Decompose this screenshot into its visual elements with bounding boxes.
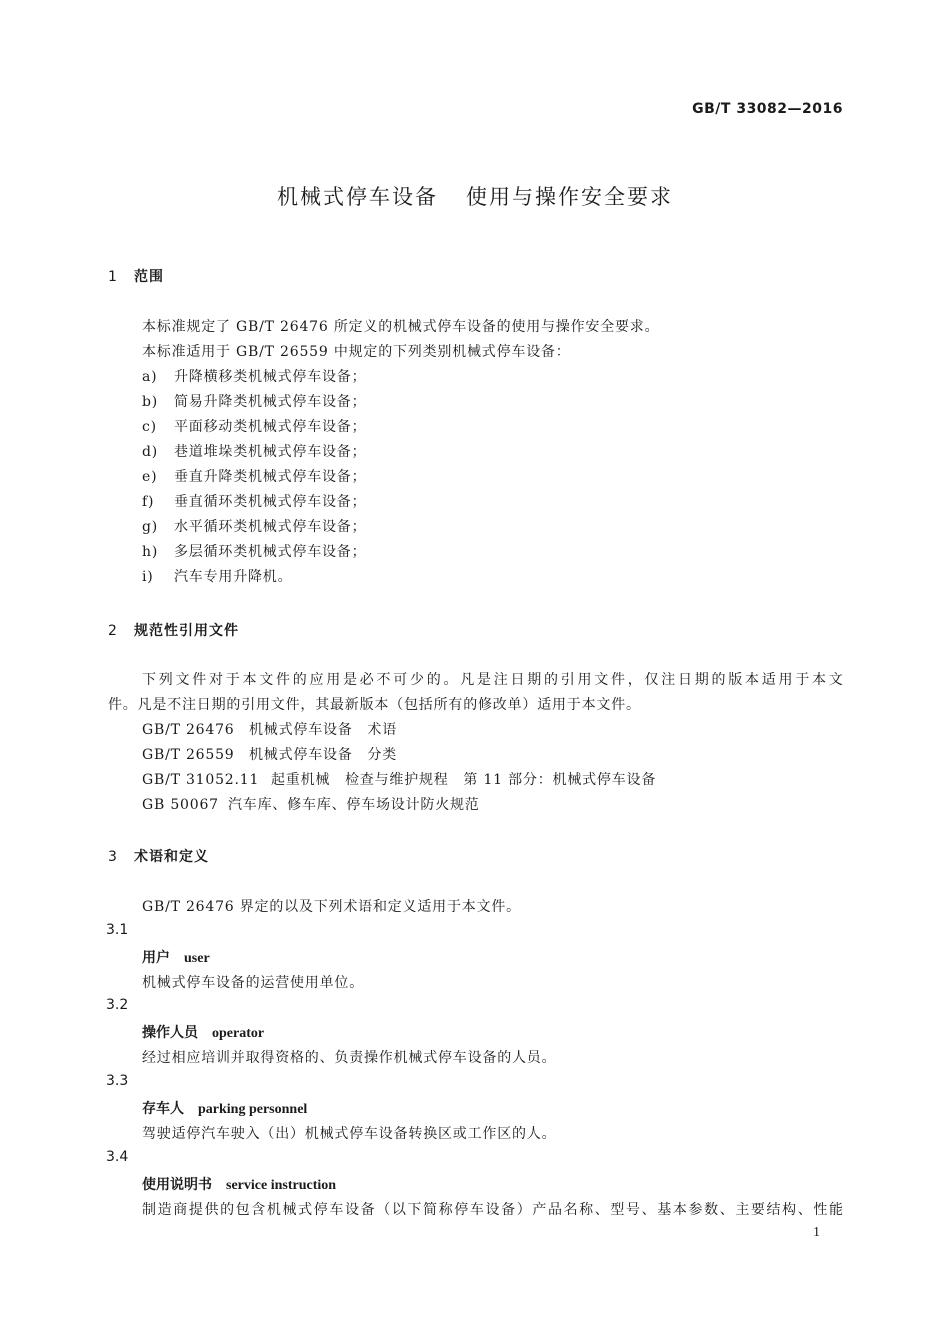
title-main: 机械式停车设备: [277, 185, 438, 209]
reference-code: GB/T 31052.11: [142, 772, 260, 788]
list-item: [142, 491, 366, 511]
term-name: [142, 947, 210, 967]
section-number: 1: [108, 269, 118, 285]
term-zh: 使用说明书: [142, 1177, 212, 1193]
section-2-para-line-1: 下列文件对于本文件的应用是必不可少的。凡是注日期的引用文件，仅注日期的版本适用于本文: [142, 672, 843, 688]
document-title: [0, 181, 950, 211]
reference-item: [142, 719, 397, 739]
list-label: g): [142, 519, 159, 535]
term-zh: 存车人: [142, 1101, 184, 1117]
section-title: 范围: [134, 269, 164, 285]
list-item: [142, 466, 366, 486]
list-text: 简易升降类机械式停车设备；: [174, 394, 367, 410]
list-label: c): [142, 419, 157, 435]
list-item: [142, 391, 366, 411]
term-en: service instruction: [226, 1178, 337, 1193]
section-title: 规范性引用文件: [134, 623, 239, 639]
reference-title: 机械式停车设备 术语: [249, 722, 397, 738]
term-en: operator: [212, 1026, 265, 1041]
reference-item: [142, 794, 480, 814]
list-item: [142, 366, 366, 386]
list-text: 巷道堆垛类机械式停车设备；: [174, 444, 367, 460]
term-definition: 制造商提供的包含机械式停车设备（以下简称停车设备）产品名称、型号、基本参数、主要结构、性能: [142, 1202, 843, 1218]
list-text: 垂直升降类机械式停车设备；: [174, 469, 367, 485]
term-name: [142, 1022, 264, 1042]
page-number: 1: [813, 1225, 820, 1240]
reference-title: 起重机械 检查与维护规程 第 11 部分：机械式停车设备: [271, 772, 657, 788]
term-number: 3.3: [106, 1073, 129, 1089]
list-text: 升降横移类机械式停车设备；: [174, 369, 367, 385]
term-zh: 用户: [142, 950, 170, 966]
list-item: [142, 441, 366, 461]
list-item: [142, 516, 366, 536]
list-label: a): [142, 369, 158, 385]
term-definition: 机械式停车设备的运营使用单位。: [142, 975, 364, 991]
reference-code: GB/T 26559: [142, 747, 235, 763]
reference-code: GB/T 26476: [142, 722, 235, 738]
list-text: 多层循环类机械式停车设备；: [174, 544, 367, 560]
term-number: 3.2: [106, 997, 129, 1013]
section-3-heading: [108, 846, 209, 866]
section-2-heading: [108, 620, 239, 640]
reference-code: GB 50067: [142, 797, 219, 813]
list-item: [142, 566, 292, 586]
term-en: user: [184, 951, 210, 966]
reference-title: 机械式停车设备 分类: [249, 747, 397, 763]
title-sub: 使用与操作安全要求: [466, 185, 673, 209]
reference-item: [142, 744, 397, 764]
section-1-para-2: 本标准适用于 GB/T 26559 中规定的下列类别机械式停车设备：: [142, 344, 571, 360]
section-title: 术语和定义: [134, 849, 209, 865]
term-zh: 操作人员: [142, 1025, 198, 1041]
section-number: 3: [108, 849, 118, 865]
list-label: e): [142, 469, 158, 485]
list-item: [142, 541, 366, 561]
term-definition: 驾驶适停汽车驶入（出）机械式停车设备转换区或工作区的人。: [142, 1126, 557, 1142]
section-3-intro: GB/T 26476 界定的以及下列术语和定义适用于本文件。: [142, 899, 521, 915]
section-1-heading: [108, 266, 164, 286]
list-label: d): [142, 444, 159, 460]
list-label: b): [142, 394, 159, 410]
list-text: 汽车专用升降机。: [174, 569, 293, 585]
list-text: 平面移动类机械式停车设备；: [174, 419, 367, 435]
list-text: 水平循环类机械式停车设备；: [174, 519, 367, 535]
list-label: i): [142, 569, 154, 585]
reference-item: [142, 769, 656, 789]
term-name: [142, 1098, 307, 1118]
standard-code: GB/T 33082—2016: [692, 101, 843, 117]
reference-title: 汽车库、修车库、停车场设计防火规范: [228, 797, 480, 813]
term-number: 3.1: [106, 922, 129, 938]
term-number: 3.4: [106, 1149, 129, 1165]
section-1-para-1: 本标准规定了 GB/T 26476 所定义的机械式停车设备的使用与操作安全要求。: [142, 319, 660, 335]
term-en: parking personnel: [198, 1102, 308, 1117]
list-label: h): [142, 544, 159, 560]
list-label: f): [142, 494, 155, 510]
term-name: [142, 1174, 336, 1194]
term-definition: 经过相应培训并取得资格的、负责操作机械式停车设备的人员。: [142, 1050, 557, 1066]
section-number: 2: [108, 623, 118, 639]
list-text: 垂直循环类机械式停车设备；: [174, 494, 367, 510]
list-item: [142, 416, 366, 436]
section-2-para-line-2: 件。凡是不注日期的引用文件，其最新版本（包括所有的修改单）适用于本文件。: [108, 697, 641, 713]
